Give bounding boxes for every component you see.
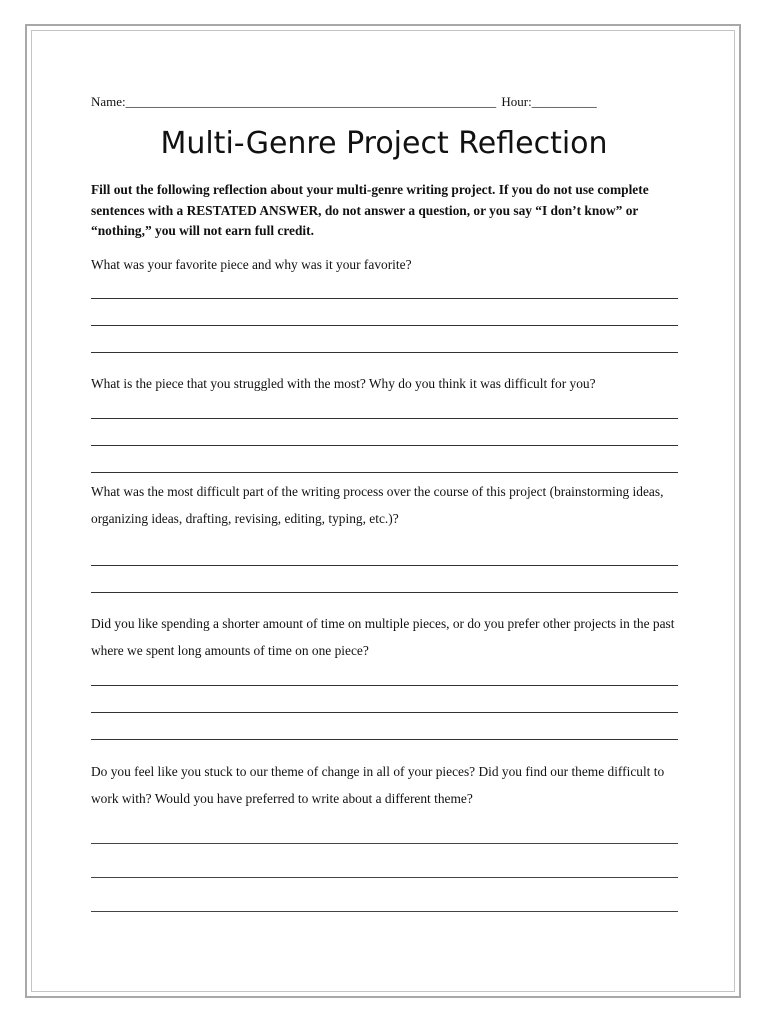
name-label: Name: [91, 94, 126, 109]
question-5: Do you feel like you stuck to our theme of change in all of your pieces? Did you find our theme difficult to work with? Would you have preferred to write about a different theme? [91, 764, 665, 806]
answer-line[interactable] [91, 843, 678, 844]
answer-line[interactable] [91, 739, 678, 740]
question-3: What was the most difficult part of the writing process over the course of this project (brainstorming ideas, organizing ideas, drafting, revising, editing, typing, etc.)? [91, 484, 664, 526]
instructions: Fill out the following reflection about your multi-genre writing project. If you do not use complete sentences with a RESTATED ANSWER, do not answer a question, or you say “I don’t know” or “nothing,” you will not earn full credit. [91, 182, 649, 238]
answer-line[interactable] [91, 712, 678, 713]
answer-line[interactable] [91, 565, 678, 566]
answer-line[interactable] [91, 472, 678, 473]
answer-line[interactable] [91, 325, 678, 326]
answer-line[interactable] [91, 352, 678, 353]
answer-line[interactable] [91, 592, 678, 593]
hour-label: Hour: [501, 94, 532, 109]
answer-line[interactable] [91, 685, 678, 686]
answer-line[interactable] [91, 877, 678, 878]
answer-line[interactable] [91, 445, 678, 446]
answer-line[interactable] [91, 911, 678, 912]
question-4: Did you like spending a shorter amount of time on multiple pieces, or do you prefer other projects in the past where we spent long amounts of time on one piece? [91, 616, 675, 658]
answer-line[interactable] [91, 298, 678, 299]
name-field[interactable]: _________________________________________________________ [125, 94, 497, 109]
hour-field[interactable]: __________ [531, 94, 597, 109]
page-title: Multi-Genre Project Reflection [160, 126, 608, 161]
answer-line[interactable] [91, 418, 678, 419]
question-2: What is the piece that you struggled with the most? Why do you think it was difficult for you? [91, 376, 596, 391]
question-1: What was your favorite piece and why was it your favorite? [91, 257, 412, 272]
header-line [91, 93, 675, 111]
